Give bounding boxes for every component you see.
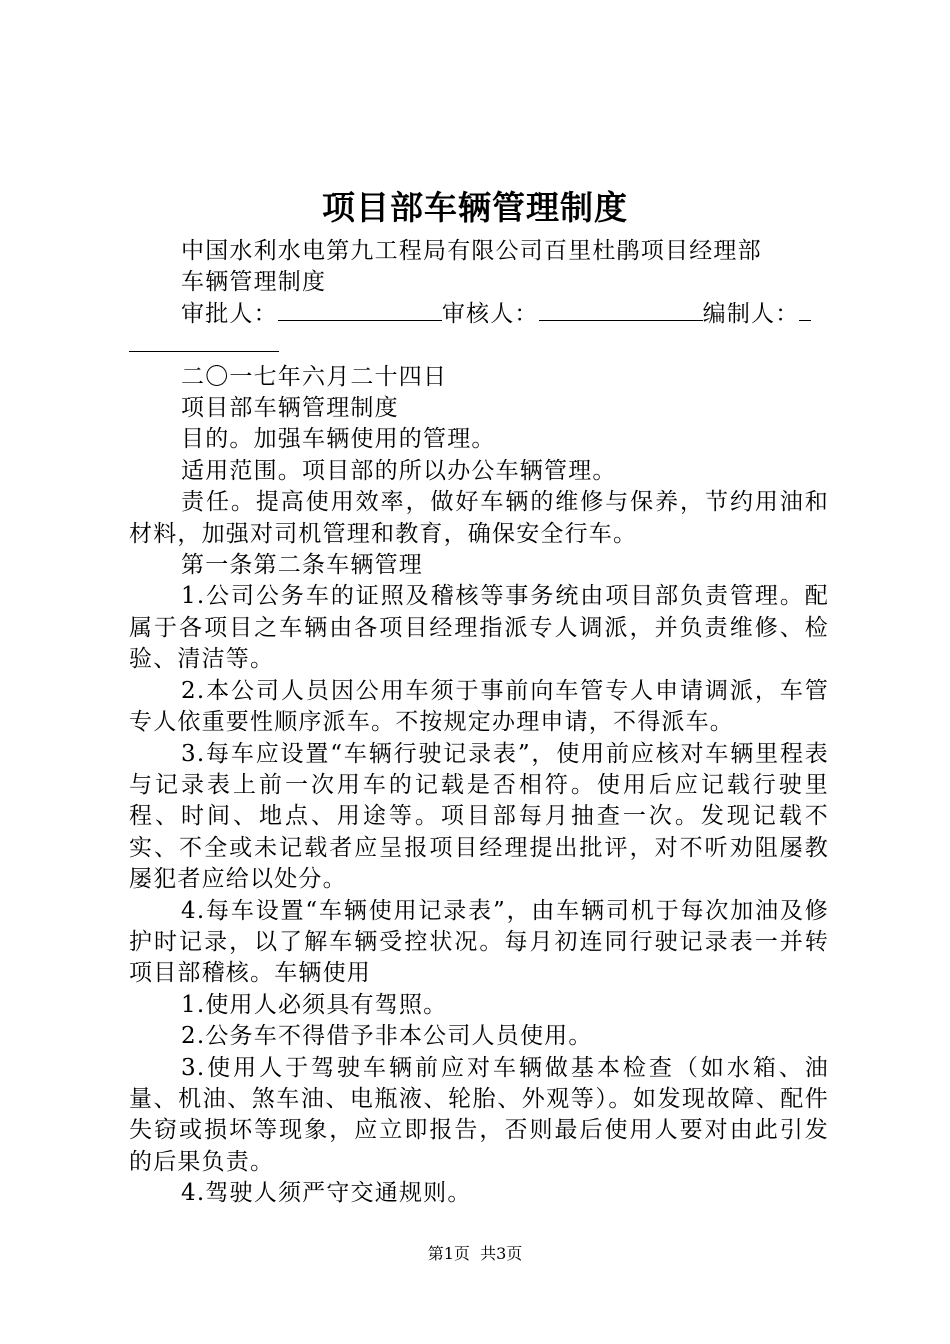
paragraph: 3.使用人于驾驶车辆前应对车辆做基本检查（如水箱、油量、机油、煞车油、电瓶液、轮胎、外观等）。如发现故障、配件失窃或损坏等现象，应立即报告，否则最后使用人要对由此引发的后果负责。 <box>129 1054 829 1175</box>
paragraph: 第一条第二条车辆管理 <box>181 552 423 579</box>
paragraph: 目的。加强车辆使用的管理。 <box>181 426 496 453</box>
paragraph: 3.每车应设置“车辆行驶记录表”，使用前应核对车辆里程表与记录表上前一次用车的记载是否相符。使用后应记载行驶里程、时间、地点、用途等。项目部每月抽查一次。发现记载不实、不全或未记载者应呈报项目经理提出批评，对不听劝阻屡教屡犯者应给以处分。 <box>129 740 829 893</box>
paragraph: 适用范围。项目部的所以办公车辆管理。 <box>181 457 617 484</box>
paragraph: 2.公务车不得借予非本公司人员使用。 <box>181 1023 593 1050</box>
paragraph: 1.公司公务车的证照及稽核等事务统由项目部负责管理。配属于各项目之车辆由各项目经理指派专人调派，并负责维修、检验、清洁等。 <box>129 583 829 673</box>
signature-row-continuation <box>129 330 829 361</box>
reviewer-label: 审核人： <box>441 300 539 327</box>
document-title: 项目部车辆管理制度 <box>322 188 628 227</box>
header-line-subtitle: 车辆管理制度 <box>181 269 327 296</box>
compiler-label: 编制人： <box>702 300 800 327</box>
page-number: 第1页 <box>427 1244 470 1263</box>
header-line-organization: 中国水利水电第九工程局有限公司百里杜鹃项目经理部 <box>181 238 762 264</box>
reviewer-blank <box>539 300 703 321</box>
paragraph: 4.驾驶人须严守交通规则。 <box>181 1180 472 1207</box>
signature-row <box>129 299 829 330</box>
approver-blank <box>278 300 442 321</box>
paragraph: 项目部车辆管理制度 <box>181 395 399 422</box>
page-footer <box>0 1244 950 1264</box>
compiler-blank-continued <box>129 331 279 352</box>
document-date: 二〇一七年六月二十四日 <box>181 363 448 390</box>
compiler-blank <box>799 300 811 321</box>
document-body <box>129 236 829 1210</box>
page-total: 共3页 <box>480 1244 523 1263</box>
paragraph: 2.本公司人员因公用车须于事前向车管专人申请调派，车管专人依重要性顺序派车。不按规定办理申请，不得派车。 <box>129 677 829 736</box>
paragraph: 4.每车设置“车辆使用记录表”，由车辆司机于每次加油及修护时记录，以了解车辆受控状况。每月初连同行驶记录表一并转项目部稽核。车辆使用 <box>129 897 829 987</box>
paragraph: 责任。提高使用效率，做好车辆的维修与保养，节约用油和材料，加强对司机管理和教育，确保安全行车。 <box>129 489 829 547</box>
approver-label: 审批人： <box>181 300 278 327</box>
paragraph: 1.使用人必须具有驾照。 <box>181 991 448 1018</box>
